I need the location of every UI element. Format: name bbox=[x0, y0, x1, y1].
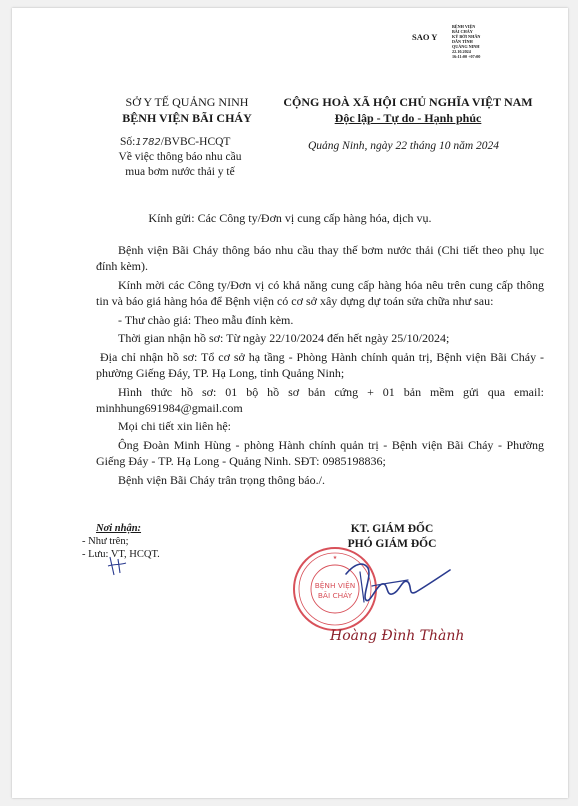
stamp-line: 22.10.2024 bbox=[452, 49, 471, 54]
handwritten-signature bbox=[342, 556, 454, 608]
stamp-line: DÂN TỈNH bbox=[452, 39, 473, 44]
seal-text-line1: BỆNH VIỆN bbox=[314, 581, 356, 590]
seal-text-line2: BÃI CHÁY bbox=[317, 591, 353, 600]
stamp-line: 16:11:00 +07:00 bbox=[452, 54, 481, 59]
place-and-date: Quảng Ninh, ngày 22 tháng 10 năm 2024 bbox=[308, 140, 500, 152]
body-paragraph: Kính mời các Công ty/Đơn vị có khả năng cung cấp hàng hóa nêu trên cung cấp thông tin và báo giá hàng hóa để Bệnh viện có cơ sở xây dựng dự toán sửa chữa như sau: bbox=[96, 277, 544, 308]
national-header bbox=[272, 94, 544, 126]
body-paragraph: Thời gian nhận hồ sơ: Từ ngày 22/10/2024 đến hết ngày 25/10/2024; bbox=[118, 331, 450, 346]
document-subject bbox=[100, 150, 260, 180]
doc-number-suffix: /BVBC-HCQT bbox=[160, 136, 231, 148]
body-paragraph: Bệnh viện Bãi Cháy trân trọng thông báo./. bbox=[118, 472, 325, 487]
paraph-mark bbox=[104, 553, 132, 579]
body-paragraph: Bệnh viện Bãi Cháy thông báo nhu cầu thay thế bơm nước thải (Chi tiết theo phụ lục đính kèm). bbox=[96, 243, 544, 274]
distribution-title: Nơi nhận: bbox=[96, 523, 142, 534]
issuer-header bbox=[102, 94, 272, 126]
svg-text:★: ★ bbox=[332, 555, 338, 561]
stamp-line: QUẢNG NINH bbox=[452, 44, 480, 49]
signer-name: Hoàng Đình Thành bbox=[330, 628, 465, 644]
body-paragraph: Ông Đoàn Minh Hùng - phòng Hành chính quản trị - Bệnh viện Bãi Cháy - Phường Giếng Đáy - TP. Hạ Long - Quảng Ninh. SĐT: 0985198836; bbox=[96, 437, 544, 469]
body-paragraph: Địa chỉ nhận hồ sơ: Tổ cơ sở hạ tầng - Phòng Hành chính quản trị, Bệnh viện Bãi Cháy - phường Giếng Đáy, TP. Hạ Long, tỉnh Quảng Ninh; bbox=[96, 349, 544, 380]
issuing-organization: BỆNH VIỆN BÃI CHÁY bbox=[122, 111, 252, 125]
subject-line: Về việc thông báo nhu cầu bbox=[118, 151, 242, 163]
digital-signature-stamp bbox=[452, 24, 512, 59]
document-body bbox=[96, 242, 544, 490]
national-motto: Độc lập - Tự do - Hạnh phúc bbox=[334, 111, 482, 125]
stamp-line: KÝ BỞI NHÂN bbox=[452, 34, 481, 39]
doc-number-handwritten: 1782 bbox=[135, 137, 161, 148]
distribution-item: - Như trên; bbox=[82, 536, 129, 547]
body-paragraph: Hình thức hồ sơ: 01 bộ hồ sơ bản cứng + 01 bản mềm gửi qua email: minhhung691984@gmail.com bbox=[96, 384, 544, 415]
stamp-line: BÃI CHÁY bbox=[452, 29, 473, 34]
document-number bbox=[120, 136, 230, 148]
parent-agency: SỞ Y TẾ QUẢNG NINH bbox=[125, 95, 249, 109]
recipient-line: Kính gửi: Các Công ty/Đơn vị cung cấp hàng hóa, dịch vụ. bbox=[148, 211, 432, 225]
body-paragraph: - Thư chào giá: Theo mẫu đính kèm. bbox=[118, 312, 294, 327]
signature-title-line1: KT. GIÁM ĐỐC bbox=[350, 523, 434, 535]
signature-title-line2: PHÓ GIÁM ĐỐC bbox=[347, 538, 437, 550]
national-title: CỘNG HOÀ XÃ HỘI CHỦ NGHĨA VIỆT NAM bbox=[283, 95, 533, 109]
stamp-line: BỆNH VIỆN bbox=[452, 24, 476, 29]
distribution-item: - Lưu: VT, HCQT. bbox=[82, 549, 160, 560]
body-paragraph: Mọi chi tiết xin liên hệ: bbox=[118, 419, 231, 434]
document-page bbox=[12, 8, 568, 798]
copy-stamp-label: SAO Y bbox=[412, 32, 438, 42]
subject-line: mua bơm nước thải y tế bbox=[125, 166, 235, 178]
doc-number-prefix: Số: bbox=[120, 136, 136, 148]
